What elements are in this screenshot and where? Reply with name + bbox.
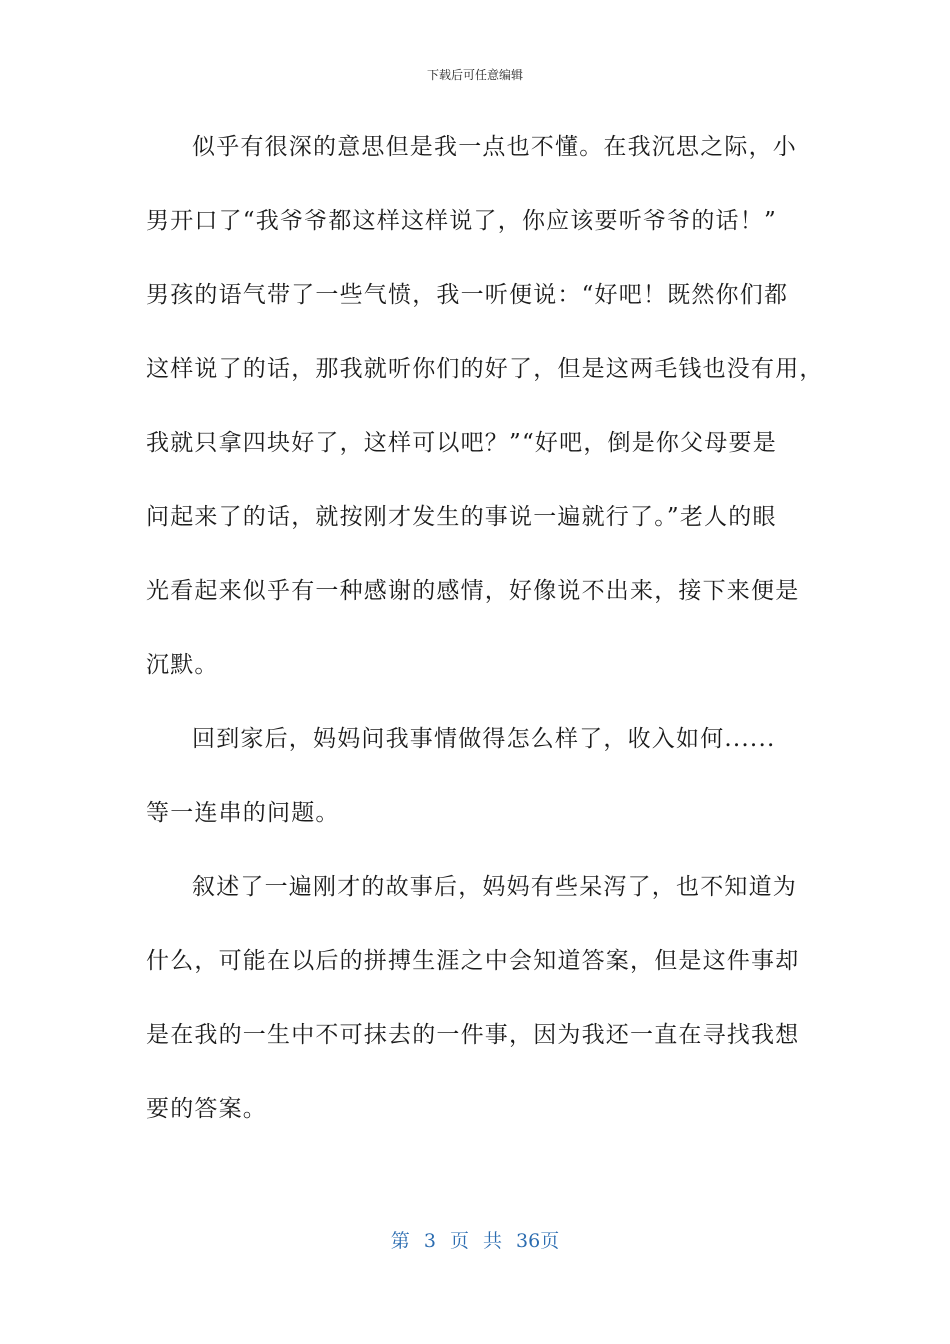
paragraph-1: [146, 120, 824, 712]
text-line: 光看起来似乎有一种感谢的感情，好像说不出来，接下来便是: [146, 578, 800, 604]
text-line: 似乎有很深的意思但是我一点也不懂。在我沉思之际，小: [192, 134, 797, 160]
text-line: 回到家后，妈妈问我事情做得怎么样了，收入如何......: [192, 726, 776, 752]
paragraph-3: [146, 860, 806, 1156]
text-line: 男孩的语气带了一些气愤，我一听便说：“好吧！既然你们都: [146, 282, 789, 308]
text-line: 沉默。: [146, 652, 219, 678]
text-line: 等一连串的问题。: [146, 800, 340, 826]
page-number-footer: 第 3 页 共 36页: [390, 1230, 560, 1252]
text-line: 这样说了的话，那我就听你们的好了，但是这两毛钱也没有用，: [146, 356, 824, 382]
text-line: 什么，可能在以后的拼搏生涯之中会知道答案，但是这件事却: [146, 948, 800, 974]
text-line: 是在我的一生中不可抹去的一件事，因为我还一直在寻找我想: [146, 1022, 800, 1048]
text-line: 叙述了一遍刚才的故事后，妈妈有些呆泻了，也不知道为: [192, 874, 797, 900]
paragraph-2: [146, 712, 806, 860]
text-line: 男开口了“我爷爷都这样这样说了，你应该要听爷爷的话！”: [146, 208, 777, 234]
text-line: 问起来了的话，就按刚才发生的事说一遍就行了。”老人的眼: [146, 504, 777, 530]
page-header: 下载后可任意编辑: [426, 68, 523, 82]
body-text: [146, 120, 824, 1156]
text-line: 我就只拿四块好了，这样可以吧？”“好吧，倒是你父母要是: [146, 430, 777, 456]
text-line: 要的答案。: [146, 1096, 267, 1122]
